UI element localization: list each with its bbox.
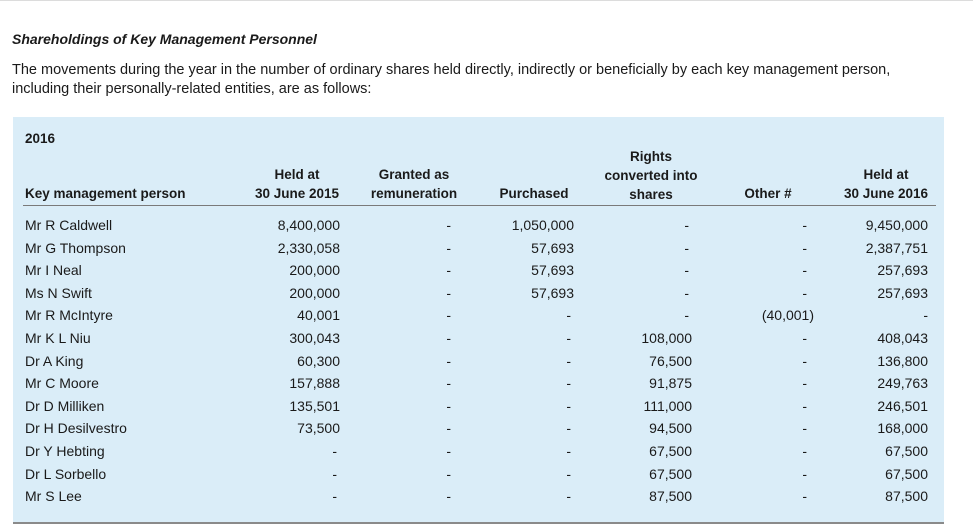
table-row xyxy=(13,440,944,463)
cell-granted: - xyxy=(446,397,451,414)
header-granted: Granted as remuneration xyxy=(370,167,458,201)
table-row xyxy=(13,395,944,418)
cell-rights: 87,500 xyxy=(649,488,692,505)
table-row xyxy=(13,372,944,395)
header-purchased: Purchased xyxy=(499,186,569,201)
cell-purchased: - xyxy=(566,465,571,482)
cell-purchased: 57,693 xyxy=(531,284,574,301)
cell-rights: - xyxy=(684,307,689,324)
cell-held-end: 168,000 xyxy=(877,420,928,437)
table-row xyxy=(13,485,944,508)
table-row xyxy=(13,214,944,237)
table-row xyxy=(13,463,944,486)
header-other: Other # xyxy=(744,186,792,201)
cell-held-end: 408,043 xyxy=(877,329,928,346)
person-name: Mr S Lee xyxy=(25,488,82,505)
top-divider xyxy=(0,0,973,1)
table-row xyxy=(13,304,944,327)
cell-other: - xyxy=(802,465,807,482)
cell-purchased: - xyxy=(566,329,571,346)
cell-rights: 76,500 xyxy=(649,352,692,369)
table-body xyxy=(13,214,944,508)
cell-purchased: - xyxy=(566,488,571,505)
cell-held-start: - xyxy=(332,442,337,459)
cell-rights: 67,500 xyxy=(649,465,692,482)
cell-held-start: 73,500 xyxy=(297,420,340,437)
cell-rights: 91,875 xyxy=(649,375,692,392)
cell-rights: - xyxy=(684,217,689,233)
cell-held-end: 2,387,751 xyxy=(865,239,928,256)
cell-purchased: - xyxy=(566,442,571,459)
person-name: Dr A King xyxy=(25,352,84,369)
cell-other: - xyxy=(802,329,807,346)
person-name: Dr D Milliken xyxy=(25,397,105,414)
person-name: Dr L Sorbello xyxy=(25,465,107,482)
shareholdings-table xyxy=(13,117,944,524)
cell-rights: - xyxy=(684,239,689,256)
cell-held-end: 249,763 xyxy=(877,375,928,392)
cell-held-end: 87,500 xyxy=(885,488,928,505)
cell-granted: - xyxy=(446,375,451,392)
cell-granted: - xyxy=(446,307,451,324)
cell-rights: 108,000 xyxy=(641,329,692,346)
cell-held-start: 2,330,058 xyxy=(277,239,340,256)
cell-other: - xyxy=(802,488,807,505)
cell-held-start: 200,000 xyxy=(289,262,340,279)
cell-granted: - xyxy=(446,239,451,256)
cell-rights: 94,500 xyxy=(649,420,692,437)
cell-other: - xyxy=(802,262,807,279)
cell-rights: 111,000 xyxy=(643,397,692,414)
cell-other: - xyxy=(802,239,807,256)
person-name: Dr H Desilvestro xyxy=(25,420,127,437)
cell-purchased: - xyxy=(566,397,571,414)
cell-held-start: 40,001 xyxy=(297,307,340,324)
cell-purchased: 57,693 xyxy=(531,262,574,279)
cell-held-start: 60,300 xyxy=(297,352,340,369)
cell-held-start: 135,501 xyxy=(289,397,340,414)
cell-other: - xyxy=(802,284,807,301)
cell-rights: 67,500 xyxy=(649,442,692,459)
table-year: 2016 xyxy=(25,131,56,146)
cell-granted: - xyxy=(446,329,451,346)
cell-other: - xyxy=(802,397,807,414)
cell-held-start: 157,888 xyxy=(289,375,340,392)
header-person: Key management person xyxy=(25,186,186,201)
cell-other: - xyxy=(802,375,807,392)
person-name: Mr K L Niu xyxy=(25,329,91,346)
cell-purchased: 1,050,000 xyxy=(511,217,574,233)
cell-rights: - xyxy=(684,262,689,279)
person-name: Mr C Moore xyxy=(25,375,99,392)
cell-held-start: - xyxy=(332,488,337,505)
cell-granted: - xyxy=(446,442,451,459)
cell-purchased: 57,693 xyxy=(531,239,574,256)
person-name: Mr I Neal xyxy=(25,262,82,279)
cell-purchased: - xyxy=(566,352,571,369)
cell-other: - xyxy=(802,217,807,233)
header-held-start: Held at 30 June 2015 xyxy=(254,167,340,201)
section-title: Shareholdings of Key Management Personnel xyxy=(12,31,317,47)
cell-granted: - xyxy=(446,284,451,301)
cell-purchased: - xyxy=(566,375,571,392)
cell-held-end: 67,500 xyxy=(885,442,928,459)
table-row xyxy=(13,259,944,282)
cell-held-end: 67,500 xyxy=(885,465,928,482)
person-name: Dr Y Hebting xyxy=(25,442,105,459)
cell-held-start: - xyxy=(332,465,337,482)
table-row xyxy=(13,237,944,260)
cell-granted: - xyxy=(446,420,451,437)
cell-held-start: 8,400,000 xyxy=(277,217,340,233)
cell-held-end: 136,800 xyxy=(877,352,928,369)
cell-purchased: - xyxy=(566,307,571,324)
cell-held-start: 300,043 xyxy=(289,329,340,346)
table-row xyxy=(13,350,944,373)
table-row xyxy=(13,282,944,305)
cell-granted: - xyxy=(446,488,451,505)
person-name: Mr R Caldwell xyxy=(25,217,113,233)
header-rule xyxy=(23,205,936,206)
header-held-end: Held at 30 June 2016 xyxy=(843,167,929,201)
cell-other: - xyxy=(802,352,807,369)
cell-granted: - xyxy=(446,465,451,482)
cell-held-start: 200,000 xyxy=(289,284,340,301)
cell-held-end: - xyxy=(923,307,928,324)
cell-granted: - xyxy=(446,352,451,369)
cell-other: - xyxy=(802,420,807,437)
cell-granted: - xyxy=(446,262,451,279)
cell-held-end: 246,501 xyxy=(877,397,928,414)
person-name: Mr R McIntyre xyxy=(25,307,113,324)
cell-other: - xyxy=(802,442,807,459)
cell-other: (40,001) xyxy=(761,307,814,324)
cell-held-end: 9,450,000 xyxy=(865,217,928,233)
header-rights: Rights converted into shares xyxy=(604,149,698,202)
cell-held-end: 257,693 xyxy=(877,262,928,279)
cell-rights: - xyxy=(684,284,689,301)
intro-paragraph: The movements during the year in the number of ordinary shares held directly, indirectly or beneficially by each key management person, including their personally-related entities, are as follows: xyxy=(12,62,891,97)
cell-purchased: - xyxy=(566,420,571,437)
person-name: Mr G Thompson xyxy=(25,239,126,256)
table-row xyxy=(13,417,944,440)
table-row xyxy=(13,327,944,350)
cell-granted: - xyxy=(446,217,451,233)
cell-held-end: 257,693 xyxy=(877,284,928,301)
person-name: Ms N Swift xyxy=(25,284,92,301)
